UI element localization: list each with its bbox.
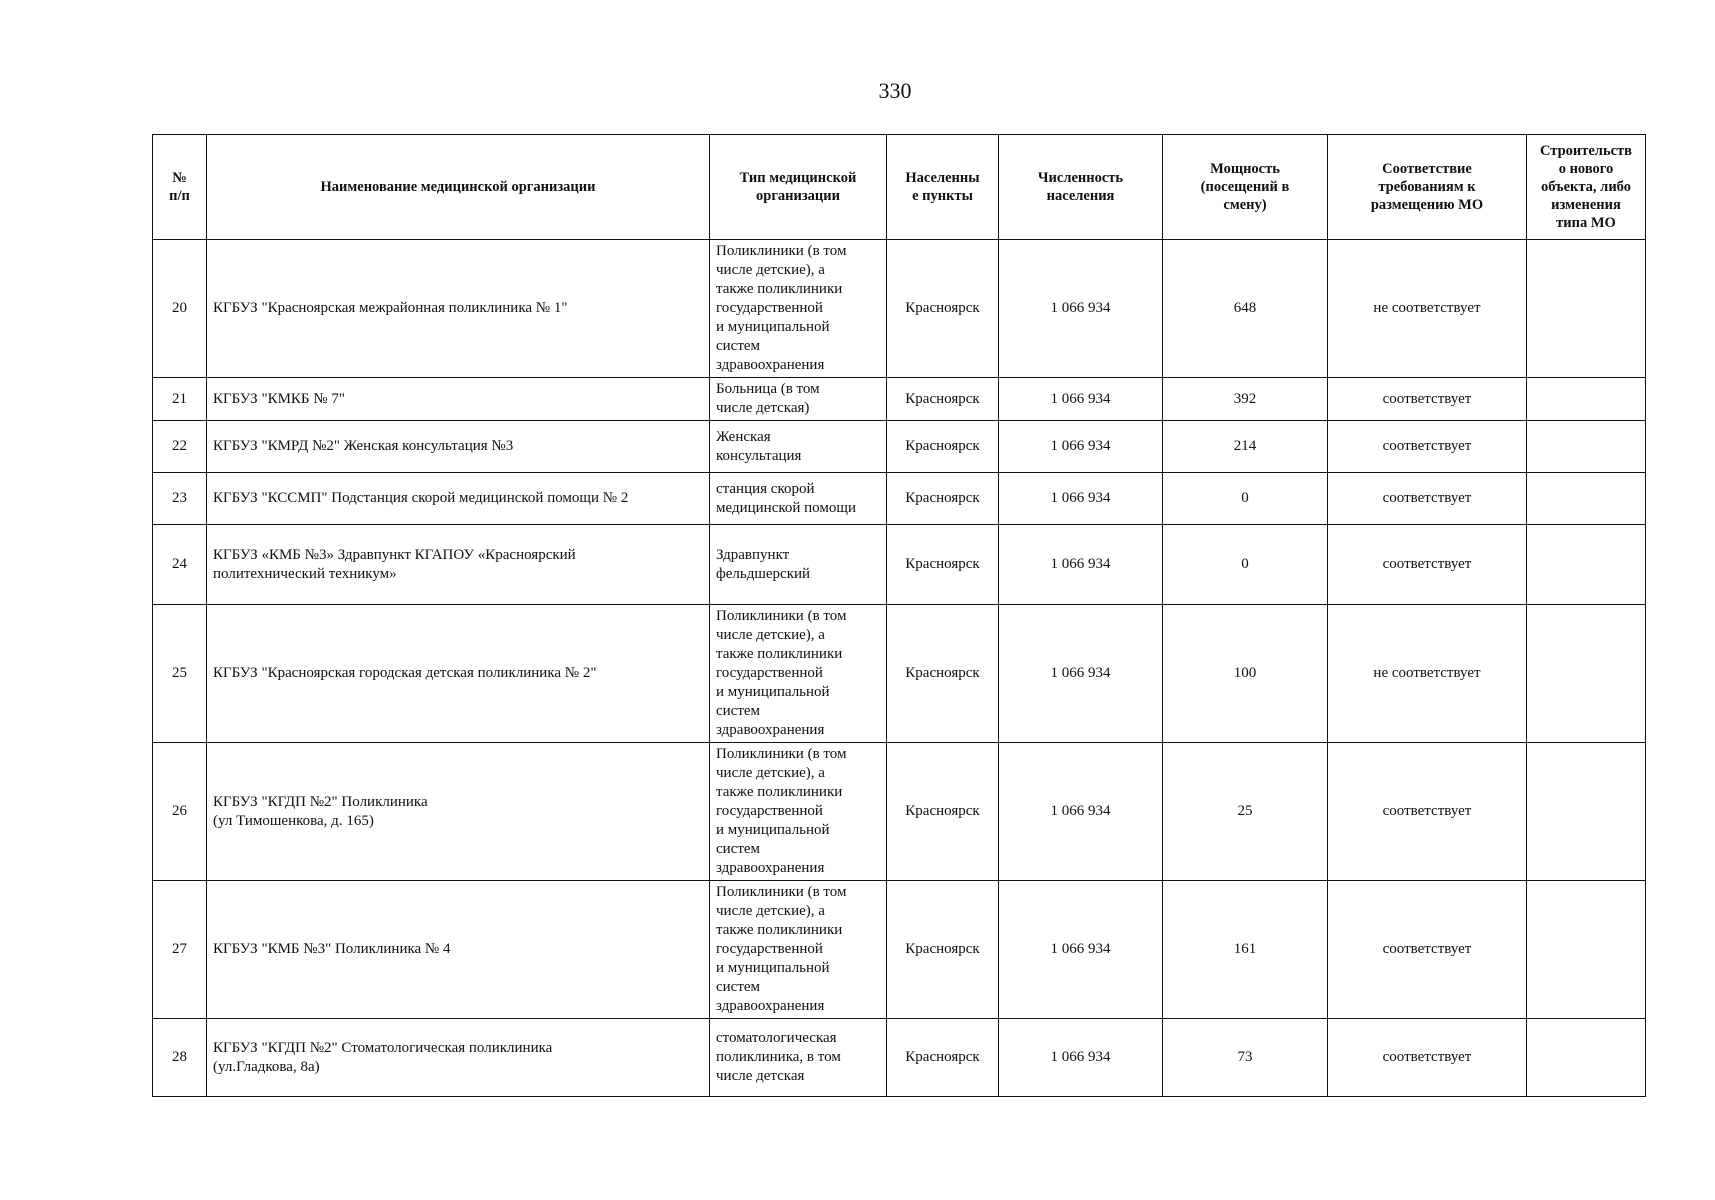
construction-cell	[1527, 881, 1646, 1019]
compliance-cell	[1328, 1019, 1527, 1097]
header-construction: Строительств о нового объекта, либо изменения типа МО	[1527, 135, 1646, 240]
population-cell	[999, 240, 1163, 378]
row-number-text: 21	[172, 390, 187, 407]
row-number-text: 23	[172, 490, 187, 506]
capacity-text: 73	[1237, 1049, 1253, 1065]
row-number-cell	[153, 605, 207, 743]
table-body	[153, 240, 1646, 1097]
settlement-text: Красноярск	[905, 941, 980, 957]
header-compliance: Соответствие требованиям к размещению МО	[1328, 135, 1527, 240]
compliance-cell	[1328, 378, 1527, 421]
row-number-text: 20	[172, 300, 187, 316]
population-text: 1 066 934	[1050, 556, 1111, 572]
organization-type-text: станция скорой медицинской помощи	[716, 480, 856, 516]
page-number: 330	[878, 78, 912, 103]
table-row	[153, 378, 1646, 421]
table-row	[153, 605, 1646, 743]
capacity-cell	[1163, 240, 1328, 378]
population-cell	[999, 1019, 1163, 1097]
organization-type-text: стоматологическая поликлиника, в том числе детская	[716, 1030, 841, 1084]
organization-type-text: Поликлиники (в том числе детские), а также поликлиники государственной и муниципальной систем здравоохранения	[716, 243, 847, 373]
capacity-cell	[1163, 421, 1328, 473]
organization-type-text: Поликлиники (в том числе детские), а также поликлиники государственной и муниципальной систем здравоохранения	[716, 884, 847, 1014]
table-row	[153, 473, 1646, 525]
organization-type-text: Женская консультация	[716, 428, 802, 464]
population-cell	[999, 743, 1163, 881]
population-cell	[999, 473, 1163, 525]
population-text: 1 066 934	[1050, 300, 1111, 316]
capacity-text: 392	[1233, 390, 1257, 407]
population-text: 1 066 934	[1050, 665, 1111, 681]
header-row	[153, 135, 1646, 240]
header-capacity: Мощность (посещений в смену)	[1163, 135, 1328, 240]
capacity-cell	[1163, 378, 1328, 421]
settlement-cell	[887, 473, 999, 525]
settlement-text: Красноярск	[905, 490, 980, 506]
organization-name-cell	[207, 605, 710, 743]
organization-type-cell	[710, 605, 887, 743]
population-cell	[999, 378, 1163, 421]
organization-name-cell	[207, 378, 710, 421]
population-cell	[999, 525, 1163, 605]
compliance-cell	[1328, 421, 1527, 473]
row-number-text: 24	[172, 556, 187, 572]
table-row	[153, 881, 1646, 1019]
settlement-cell	[887, 605, 999, 743]
settlement-text: Красноярск	[905, 665, 980, 681]
row-number-cell	[153, 1019, 207, 1097]
settlement-text: Красноярск	[905, 438, 980, 454]
settlement-text: Красноярск	[905, 1049, 980, 1065]
header-name: Наименование медицинской организации	[207, 135, 710, 240]
organization-type-cell	[710, 473, 887, 525]
capacity-text: 0	[1241, 490, 1249, 506]
population-cell	[999, 421, 1163, 473]
row-number-text: 26	[172, 803, 187, 819]
capacity-text: 0	[1241, 556, 1249, 572]
compliance-text: не соответствует	[1373, 300, 1481, 316]
row-number-text: 28	[172, 1049, 187, 1065]
organization-type-cell	[710, 881, 887, 1019]
capacity-cell	[1163, 743, 1328, 881]
organization-name-cell	[207, 1019, 710, 1097]
capacity-text: 214	[1233, 438, 1257, 454]
construction-cell	[1527, 743, 1646, 881]
settlement-cell	[887, 881, 999, 1019]
settlement-cell	[887, 240, 999, 378]
capacity-text: 100	[1233, 665, 1257, 681]
compliance-cell	[1328, 525, 1527, 605]
organization-type-text: Поликлиники (в том числе детские), а также поликлиники государственной и муниципальной систем здравоохранения	[716, 746, 847, 876]
settlement-text: Красноярск	[905, 803, 980, 819]
population-cell	[999, 605, 1163, 743]
settlement-cell	[887, 421, 999, 473]
row-number-cell	[153, 743, 207, 881]
construction-cell	[1527, 525, 1646, 605]
capacity-cell	[1163, 881, 1328, 1019]
settlement-cell	[887, 378, 999, 421]
organization-name-text: КГБУЗ "Красноярская городская детская поликлиника № 2"	[213, 665, 597, 681]
population-text: 1 066 934	[1050, 390, 1111, 407]
capacity-text: 648	[1233, 300, 1257, 316]
settlement-cell	[887, 743, 999, 881]
header-population: Численность населения	[999, 135, 1163, 240]
organization-type-text: Поликлиники (в том числе детские), а также поликлиники государственной и муниципальной систем здравоохранения	[716, 608, 847, 738]
organization-name-text: КГБУЗ "КМКБ № 7"	[213, 390, 345, 407]
header-type: Тип медицинской организации	[710, 135, 887, 240]
population-text: 1 066 934	[1050, 803, 1111, 819]
capacity-cell	[1163, 1019, 1328, 1097]
compliance-text: соответствует	[1382, 390, 1472, 407]
row-number-cell	[153, 525, 207, 605]
organization-name-cell	[207, 743, 710, 881]
organization-type-cell	[710, 1019, 887, 1097]
table-row	[153, 1019, 1646, 1097]
organization-type-cell	[710, 240, 887, 378]
population-text: 1 066 934	[1050, 941, 1111, 957]
row-number-cell	[153, 240, 207, 378]
medical-organizations-table	[152, 134, 1646, 1097]
table-row	[153, 743, 1646, 881]
compliance-text: не соответствует	[1373, 665, 1481, 681]
compliance-cell	[1328, 240, 1527, 378]
organization-name-text: КГБУЗ «КМБ №3» Здравпункт КГАПОУ «Красноярский политехнический техникум»	[213, 546, 576, 582]
organization-name-text: КГБУЗ "КМБ №3" Поликлиника № 4	[213, 941, 451, 957]
construction-cell	[1527, 378, 1646, 421]
organization-name-cell	[207, 421, 710, 473]
population-text: 1 066 934	[1050, 438, 1111, 454]
construction-cell	[1527, 421, 1646, 473]
organization-type-cell	[710, 743, 887, 881]
settlement-text: Красноярск	[905, 390, 980, 407]
organization-name-cell	[207, 525, 710, 605]
organization-name-cell	[207, 240, 710, 378]
settlement-cell	[887, 525, 999, 605]
settlement-text: Красноярск	[905, 556, 980, 572]
construction-cell	[1527, 1019, 1646, 1097]
construction-cell	[1527, 240, 1646, 378]
organization-type-cell	[710, 378, 887, 421]
population-text: 1 066 934	[1050, 490, 1111, 506]
compliance-text: соответствует	[1382, 1049, 1472, 1065]
row-number-cell	[153, 378, 207, 421]
compliance-cell	[1328, 473, 1527, 525]
header-city: Населенны е пункты	[887, 135, 999, 240]
row-number-cell	[153, 421, 207, 473]
row-number-cell	[153, 473, 207, 525]
organization-name-text: КГБУЗ "КГДП №2" Стоматологическая поликлиника (ул.Гладкова, 8а)	[213, 1039, 553, 1075]
organization-name-text: КГБУЗ "Красноярская межрайонная поликлиника № 1"	[213, 300, 568, 316]
row-number-text: 22	[172, 438, 187, 454]
organization-name-text: КГБУЗ "КМРД №2" Женская консультация №3	[213, 438, 514, 454]
compliance-text: соответствует	[1382, 803, 1472, 819]
settlement-cell	[887, 1019, 999, 1097]
capacity-cell	[1163, 473, 1328, 525]
construction-cell	[1527, 605, 1646, 743]
organization-type-text: Больница (в том числе детская)	[716, 381, 820, 416]
row-number-text: 27	[172, 941, 187, 957]
table-row	[153, 525, 1646, 605]
organization-name-text: КГБУЗ "КССМП" Подстанция скорой медицинской помощи № 2	[213, 490, 629, 506]
organization-type-text: Здравпункт фельдшерский	[716, 546, 811, 582]
organization-name-cell	[207, 473, 710, 525]
table-row	[153, 240, 1646, 378]
compliance-cell	[1328, 743, 1527, 881]
population-text: 1 066 934	[1050, 1049, 1111, 1065]
settlement-text: Красноярск	[905, 300, 980, 316]
organization-type-cell	[710, 525, 887, 605]
organization-type-cell	[710, 421, 887, 473]
compliance-cell	[1328, 881, 1527, 1019]
capacity-text: 161	[1233, 941, 1257, 957]
compliance-text: соответствует	[1382, 941, 1472, 957]
population-cell	[999, 881, 1163, 1019]
row-number-text: 25	[172, 665, 187, 681]
compliance-text: соответствует	[1382, 556, 1472, 572]
compliance-text: соответствует	[1382, 438, 1472, 454]
capacity-cell	[1163, 605, 1328, 743]
header-num: № п/п	[153, 135, 207, 240]
compliance-text: соответствует	[1382, 490, 1472, 506]
capacity-cell	[1163, 525, 1328, 605]
organization-name-cell	[207, 881, 710, 1019]
row-number-cell	[153, 881, 207, 1019]
construction-cell	[1527, 473, 1646, 525]
capacity-text: 25	[1237, 803, 1253, 819]
compliance-cell	[1328, 605, 1527, 743]
organization-name-text: КГБУЗ "КГДП №2" Поликлиника (ул Тимошенкова, д. 165)	[213, 793, 428, 829]
table-row	[153, 421, 1646, 473]
